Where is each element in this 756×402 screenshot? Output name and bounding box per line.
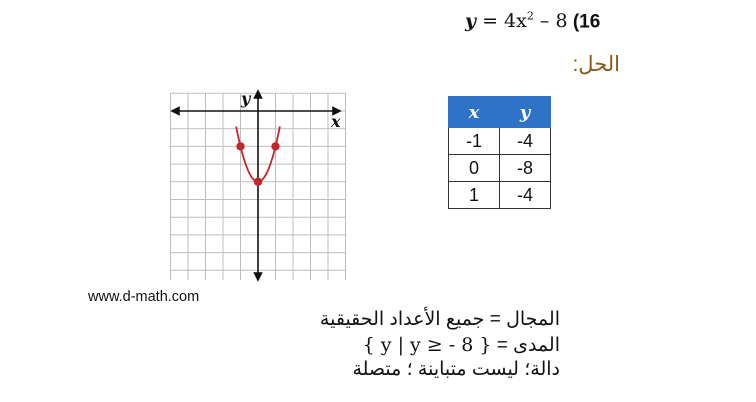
table-header-x: x bbox=[449, 97, 500, 128]
equation-constant: – 8 bbox=[539, 10, 568, 33]
equation: $y = 4x^2 - 8$ bbox=[465, 10, 568, 33]
x-axis-arrow-left bbox=[172, 108, 179, 115]
classification-statement: دالة؛ ليست متباينة ؛ متصلة bbox=[352, 359, 560, 380]
table-cell: -4 bbox=[500, 128, 551, 155]
table-header-row bbox=[449, 97, 551, 128]
website-url: www.d-math.com bbox=[88, 289, 200, 305]
equation-coefficient: 4x bbox=[504, 10, 527, 33]
values-table bbox=[448, 96, 551, 209]
table-cell: -8 bbox=[500, 155, 551, 182]
table-header-y: y bbox=[500, 97, 551, 128]
range-statement bbox=[363, 334, 560, 357]
table-row bbox=[449, 182, 551, 209]
parabola-graph bbox=[168, 88, 348, 283]
axes bbox=[172, 91, 340, 280]
table-cell: -1 bbox=[449, 128, 500, 155]
graph-point bbox=[236, 142, 244, 150]
y-axis-arrow-up bbox=[255, 91, 262, 98]
graph-point bbox=[271, 142, 279, 150]
table-row bbox=[449, 155, 551, 182]
solution-label: الحل: bbox=[572, 53, 620, 76]
graph-point bbox=[254, 178, 262, 186]
equation-exponent: 2 bbox=[526, 10, 534, 23]
problem-statement bbox=[465, 10, 625, 36]
equation-lhs: y bbox=[465, 10, 477, 33]
table-cell: 1 bbox=[449, 182, 500, 209]
x-axis-label: x bbox=[331, 112, 341, 131]
table-row bbox=[449, 128, 551, 155]
table-cell: -4 bbox=[500, 182, 551, 209]
problem-number: (16 bbox=[572, 11, 601, 33]
y-axis-arrow-down bbox=[255, 273, 262, 280]
range-set: { y | y ≥ - 8 } bbox=[362, 334, 492, 356]
domain-statement: المجال = جميع الأعداد الحقيقية bbox=[319, 309, 560, 330]
range-prefix: المدى = bbox=[491, 335, 560, 356]
y-axis-label: y bbox=[241, 89, 251, 108]
table-cell: 0 bbox=[449, 155, 500, 182]
